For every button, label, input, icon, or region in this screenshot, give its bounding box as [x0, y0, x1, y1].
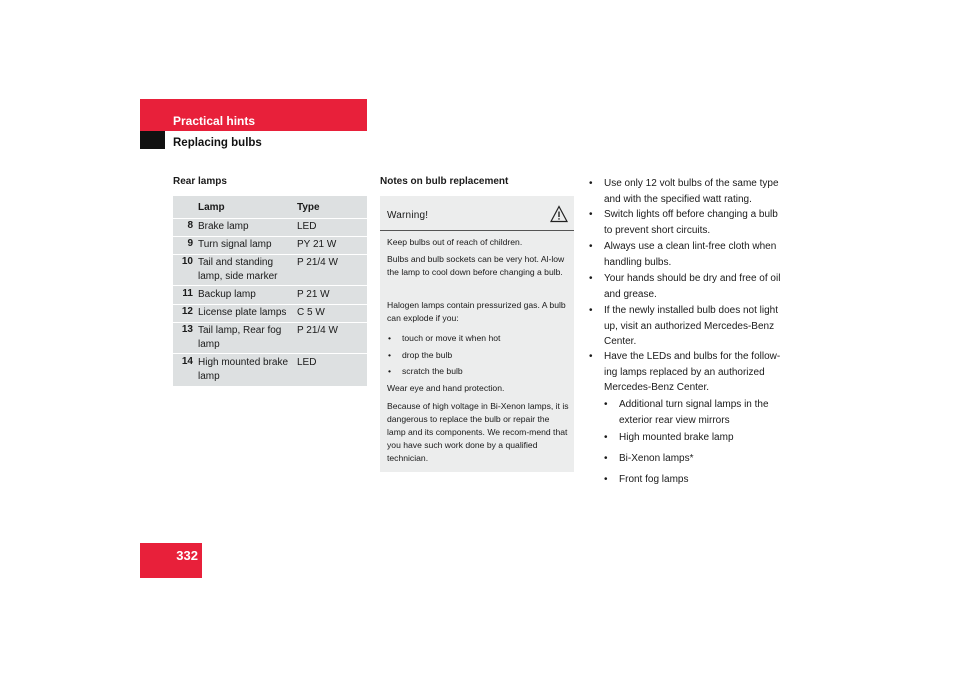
subsection-title: Replacing bulbs — [173, 137, 262, 149]
notes-title: Notes on bulb replacement — [380, 176, 509, 187]
section-title: Practical hints — [173, 114, 256, 128]
page-number: 332 — [176, 548, 198, 563]
lamp-name: License plate lamps — [198, 307, 287, 318]
warning-paragraph: Keep bulbs out of reach of children. — [387, 237, 523, 247]
warning-paragraph: Wear eye and hand protection. — [387, 383, 505, 393]
section-header — [140, 99, 367, 131]
header-marker — [140, 131, 165, 149]
lamp-name: Tail and standing lamp, side marker — [198, 257, 278, 282]
lamp-type: P 21/4 W — [297, 325, 338, 336]
warning-label: Warning! — [387, 210, 429, 221]
row-number: 14 — [181, 356, 193, 367]
lamp-name: Backup lamp — [198, 289, 256, 300]
warning-triangle-icon — [550, 205, 568, 223]
warning-divider — [380, 230, 574, 231]
lamp-name: Turn signal lamp — [198, 239, 272, 250]
rear-lamps-title: Rear lamps — [173, 176, 227, 187]
warning-paragraph: Bulbs and bulb sockets can be very hot. Al-low the lamp to cool down before changing a bulb. — [387, 254, 565, 277]
row-number: 8 — [187, 220, 193, 231]
lamp-type: P 21 W — [297, 289, 330, 300]
column-header-type: Type — [297, 202, 320, 213]
warning-box: Warning! Keep bulbs out of reach of children. Bulbs and bulb sockets can be very hot. Al-low the lamp to cool down before changing a bulb. Halogen lamps contain pressurized gas. A bulb can explode if you: • touch or move it when hot • drop the bulb • scratch the bulb Wear eye and hand protection. Because of high voltage in Bi-Xenon lamps, it is dangerous to replace the bulb or repair the lamp and its components. We recom-mend that you have such work done by a qualified technician. — [380, 196, 574, 472]
column-header-lamp: Lamp — [198, 202, 225, 213]
row-number: 9 — [187, 238, 193, 249]
lamp-type: LED — [297, 221, 317, 232]
warning-paragraph: Halogen lamps contain pressurized gas. A bulb can explode if you: — [387, 300, 566, 323]
lamp-type: C 5 W — [297, 307, 325, 318]
row-number: 11 — [182, 288, 193, 299]
lamp-type: P 21/4 W — [297, 257, 338, 268]
lamp-name: High mounted brake lamp — [198, 357, 289, 382]
lamp-type: LED — [297, 357, 317, 368]
lamp-name: Brake lamp — [198, 221, 249, 232]
lamp-name: Tail lamp, Rear fog lamp — [198, 325, 282, 350]
lamp-type: PY 21 W — [297, 239, 337, 250]
page-number-box — [140, 543, 202, 578]
row-number: 13 — [181, 324, 193, 335]
row-number: 12 — [181, 306, 193, 317]
lamp-table — [173, 196, 367, 386]
warning-paragraph: Because of high voltage in Bi-Xenon lamps, it is dangerous to replace the bulb or repair the lamp and its components. We recom-mend that you have such work done by a qualified technician. — [387, 401, 569, 463]
row-number: 10 — [181, 256, 193, 267]
